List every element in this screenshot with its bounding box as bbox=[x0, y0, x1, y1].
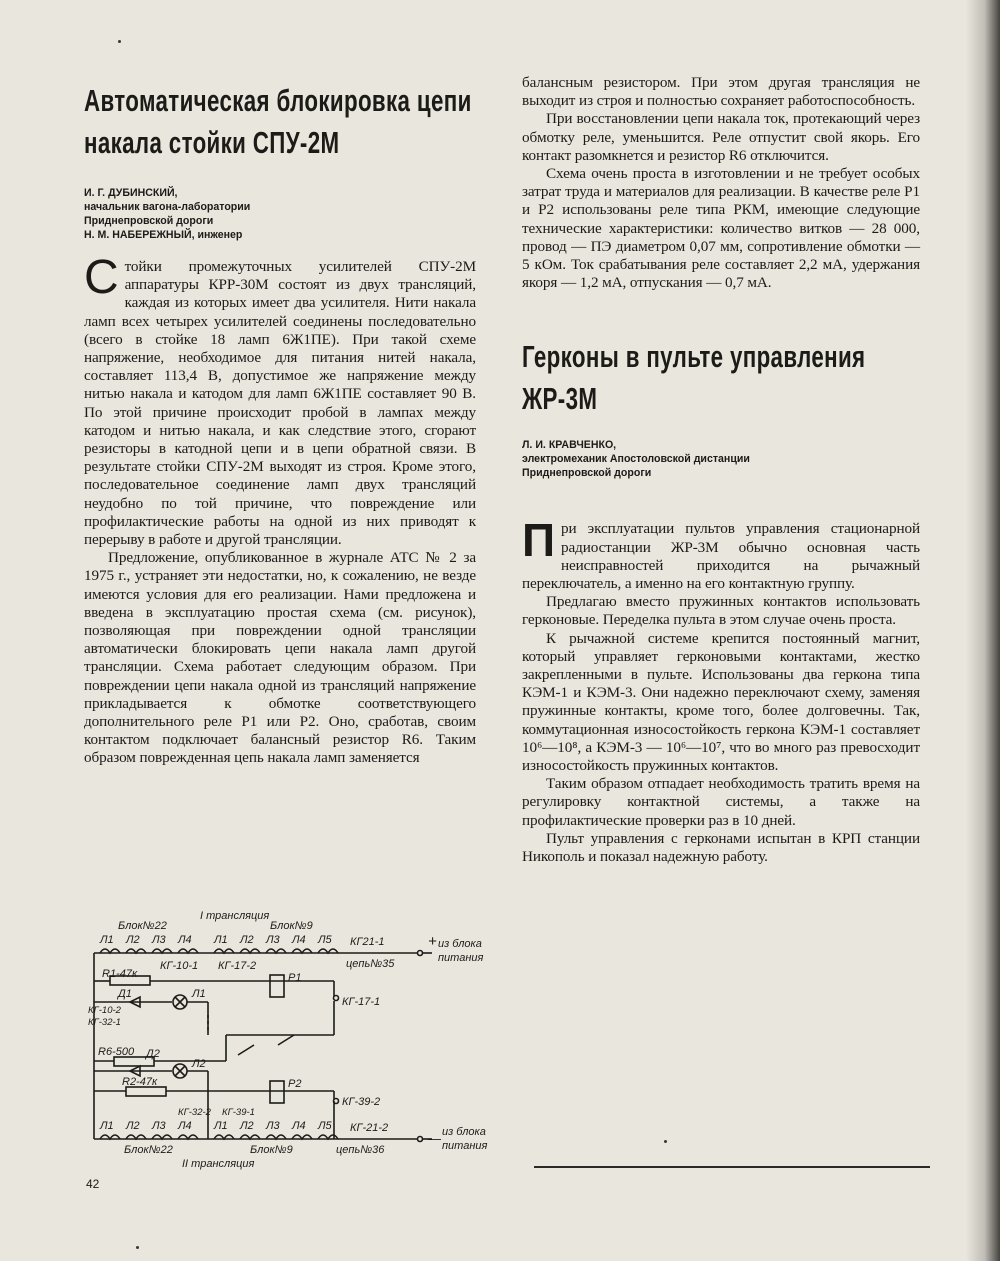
page-gutter-shadow bbox=[966, 0, 1000, 1261]
label-power-bottom: питания bbox=[442, 1140, 488, 1152]
circuit-diagram-svg bbox=[82, 905, 488, 1173]
article-2-author-org: Приднепровской дороги bbox=[522, 467, 652, 480]
label-block9-top: Блок№9 bbox=[270, 920, 313, 932]
continuation-paragraph-3: Схема очень проста в изготовлении и не требует особых затрат труда и материалов для реализации. В качестве реле Р1 и Р2 использованы реле типа РКМ, имеющие следующие технические характеристики: количество витков — 28 000, провод — ПЭ диаметром 0,07 мм, сопротивление обмотки — 5 кОм. Ток срабатывания реле составляет 2,2 мА, удержания якоря — 1,2 мА, отпускания — 0,7 мА. bbox=[522, 165, 920, 292]
lamp-label: Л4 bbox=[178, 934, 192, 946]
label-kg21-2: КГ-21-2 bbox=[350, 1122, 389, 1134]
lamp-label: Л3 bbox=[266, 934, 280, 946]
article-2-paragraph-3: К рычажной системе крепится постоянный магнит, который управляет герконовыми контактами, жестко закрепленными в пульте. Использованы два геркона типа КЭМ-1 и КЭМ-3. Они надежно переключают схему, заменяя пружинные контакты, кроме того, более долговечны. Так, коммутационная износостойкость геркона КЭМ-1 составляет 10⁶—10⁸, а КЭМ-3 — 10⁶—10⁷, что во много раз превосходит износостойкость пружинных контактов. bbox=[522, 629, 920, 775]
article-1-column bbox=[84, 70, 476, 768]
lamp-label: Л3 bbox=[152, 1120, 166, 1132]
lamp-label: Л2 bbox=[126, 934, 140, 946]
lamp-label: Л2 bbox=[240, 934, 254, 946]
lamp-label: Л2 bbox=[126, 1120, 140, 1132]
lamp-label: Л1 bbox=[100, 1120, 114, 1132]
label-kg10-2: КГ-10-2 bbox=[88, 1005, 121, 1016]
print-speck bbox=[118, 40, 121, 43]
dropcap: П bbox=[522, 514, 555, 567]
label-l1: Л1 bbox=[192, 988, 206, 1000]
article-1-paragraph-2: Предложение, опубликованное в журнале АТС № 2 за 1975 г., устраняет эти недостатки, но, к сожалению, не везде имеются условия для его реализации. Нами предложена и введена в эксплуатацию простая схема (см. рисунок), позволяющая при повреждении одной трансляции автоматически блокировать цепи накала ламп другой трансляции. Схема работает следующим образом. При повреждении цепи накала одной из трансляций напряжение прикладывается к обмотке соответствующего дополнительного реле Р1 или Р2. Оно, сработав, своим контактом подключает балансный резистор R6. Таким образом поврежденная цепь накала ламп заменяется bbox=[84, 549, 476, 767]
article-1-continuation bbox=[522, 74, 920, 292]
lamp-label: Л5 bbox=[318, 1120, 332, 1132]
lamp-label: Л1 bbox=[214, 934, 228, 946]
print-speck bbox=[136, 1246, 139, 1249]
paragraph-text: ри эксплуатации пультов управления стационарной радиостанции ЖР-3М обычно основная часть неисправностей приходится на рычажный переключатель, а именно на его контактную группу. bbox=[522, 520, 920, 593]
article-2-body bbox=[522, 514, 920, 866]
minus-sign: — bbox=[428, 1131, 441, 1146]
article-1-body bbox=[84, 251, 476, 768]
article-1-author-1-org: Приднепровской дороги bbox=[84, 215, 214, 227]
lamp-label: Л3 bbox=[152, 934, 166, 946]
label-from-block-top: из блока bbox=[438, 938, 482, 950]
label-kg39-2: КГ-39-2 bbox=[342, 1096, 381, 1108]
paragraph-text: тойки промежуточных усилителей СПУ-2М аппаратуры КРР-30М состоят из двух трансляций, каждая из которых имеет два усилителя. Нити накала ламп всех четырех усилителей соединены последовательно (всего в стойке 18 ламп 6Ж1ПЕ). При такой схеме напряжение, необходимое для питания нитей накала, составляет 113,4 В, допустимое же напряжение между нитью накала и катодом для ламп 6Ж1ПЕ составляет 90 В. По этой причине происходит пробой в лампах между катодом и нитью накала, и как следствие этого, сгорают резисторы в катодной цепи и в цепи обратной связи. В результате стойки СПУ-2М выходят из строя. Кроме этого, последовательное соединение ламп двух трансляций неудобно по той причине, что повреждение или профилактические работы на одной из них приводят к перерыву в работе и другой трансляции. bbox=[84, 258, 476, 549]
label-kg32-1: КГ-32-1 bbox=[88, 1017, 121, 1028]
article-2-title: Герконы в пульте управления ЖР-3М bbox=[522, 339, 866, 417]
circuit-diagram bbox=[82, 905, 488, 1173]
label-from-block-bottom: из блока bbox=[442, 1126, 486, 1138]
label-r2: R2-47к bbox=[122, 1076, 158, 1088]
label-kg21-1: КГ21-1 bbox=[350, 936, 385, 948]
author-name: Н. М. НАБЕРЕЖНЫЙ, bbox=[84, 229, 195, 241]
label-translation-2: II трансляция bbox=[182, 1158, 255, 1170]
article-1-author-2 bbox=[84, 228, 476, 242]
label-block22-bottom: Блок№22 bbox=[124, 1144, 173, 1156]
page-number: 42 bbox=[86, 1177, 100, 1191]
label-power-top: питания bbox=[438, 952, 484, 964]
article-1-author-1-role: начальник вагона-лаборатории bbox=[84, 201, 251, 213]
author-role: инженер bbox=[197, 229, 243, 241]
label-chain-36: цепь№36 bbox=[336, 1144, 385, 1156]
plus-sign: + bbox=[428, 933, 437, 950]
label-kg17-2: КГ-17-2 bbox=[218, 960, 257, 972]
continuation-paragraph-2: При восстановлении цепи накала ток, протекающий через обмотку реле, уменьшится. Реле отпустит свой якорь. Его контакт разомкнется и резистор R6 отключится. bbox=[522, 110, 920, 164]
lamp-label: Л2 bbox=[240, 1120, 254, 1132]
label-kg32-2: КГ-32-2 bbox=[178, 1107, 211, 1118]
article-1-author-1 bbox=[84, 186, 476, 200]
author-name: И. Г. ДУБИНСКИЙ, bbox=[84, 187, 178, 199]
lamp-label: Л4 bbox=[292, 934, 306, 946]
label-translation-1: I трансляция bbox=[200, 910, 270, 922]
label-r6: R6-500 bbox=[98, 1046, 135, 1058]
label-r1: R1-47к bbox=[102, 968, 138, 980]
label-p2: Р2 bbox=[288, 1078, 302, 1090]
lamp-label: Л4 bbox=[292, 1120, 306, 1132]
dropcap: С bbox=[84, 251, 119, 304]
label-d1: Д1 bbox=[118, 988, 132, 1000]
label-block22-top: Блок№22 bbox=[118, 920, 167, 932]
label-l2: Л2 bbox=[192, 1058, 206, 1070]
continuation-paragraph-1: балансным резистором. При этом другая трансляция не выходит из строя и полностью сохраняет работоспособность. bbox=[522, 74, 920, 110]
label-block9-bottom: Блок№9 bbox=[250, 1144, 293, 1156]
bottom-rule bbox=[534, 1166, 930, 1168]
article-2-author-name bbox=[522, 438, 920, 452]
print-speck bbox=[664, 1140, 667, 1143]
author-name: Л. И. КРАВЧЕНКО, bbox=[522, 439, 617, 452]
label-d2: Д2 bbox=[146, 1048, 160, 1060]
label-kg17-1: КГ-17-1 bbox=[342, 996, 381, 1008]
label-kg10-1: КГ-10-1 bbox=[160, 960, 199, 972]
article-1-title-line-1: Автоматическая блокировка цепи bbox=[84, 83, 472, 118]
label-chain-35: цепь№35 bbox=[346, 958, 395, 970]
article-1-title-line-2: накала стойки СПУ-2М bbox=[84, 125, 340, 160]
article-2-paragraph-5: Пульт управления с герконами испытан в КРП станции Никополь и показал надежную работу. bbox=[522, 829, 920, 866]
article-2-paragraph-4: Таким образом отпадает необходимость тратить время на регулировку контактной системы, а также на профилактические проверки раз в 10 дней. bbox=[522, 775, 920, 829]
article-1-paragraph-1 bbox=[84, 251, 476, 549]
lamp-label: Л3 bbox=[266, 1120, 280, 1132]
lamp-label: Л1 bbox=[214, 1120, 228, 1132]
lamp-label: Л1 bbox=[100, 934, 114, 946]
label-kg39-1: КГ-39-1 bbox=[222, 1107, 255, 1118]
article-2-paragraph-1 bbox=[522, 514, 920, 593]
lamp-label: Л4 bbox=[178, 1120, 192, 1132]
article-2-author-role: электромеханик Апостоловской дистанции bbox=[522, 453, 750, 466]
article-2-paragraph-2: Предлагаю вместо пружинных контактов использовать герконовые. Переделка пульта в этом случае очень проста. bbox=[522, 593, 920, 629]
lamp-label: Л5 bbox=[318, 934, 332, 946]
label-p1: Р1 bbox=[288, 972, 302, 984]
right-column bbox=[522, 74, 920, 866]
